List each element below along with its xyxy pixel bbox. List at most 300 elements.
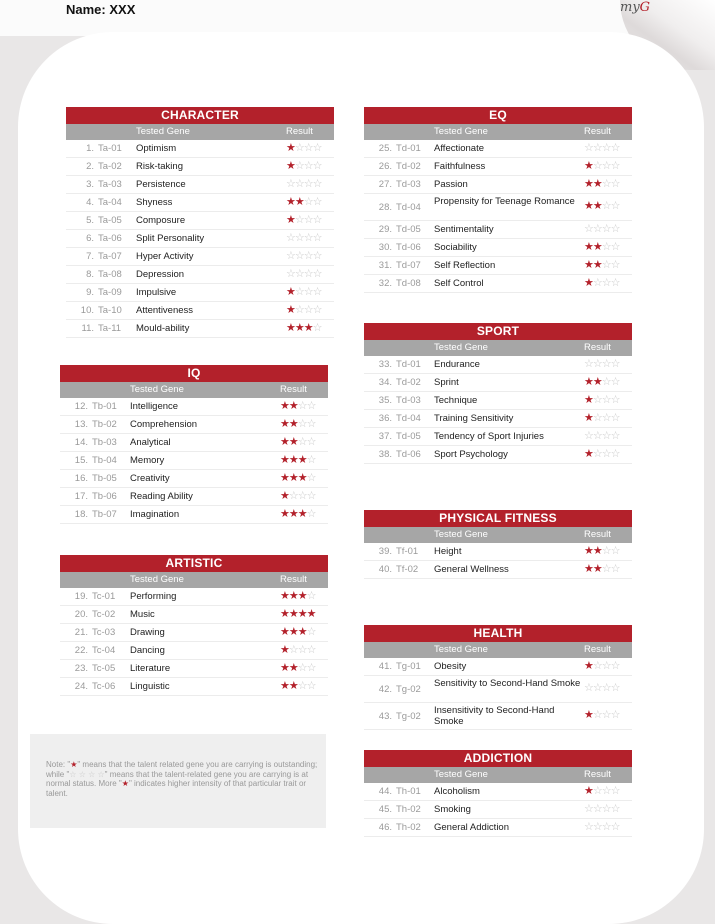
gene-code: Td-05 xyxy=(396,224,421,235)
row-number: 2. xyxy=(86,161,94,172)
gene-code: Ta-06 xyxy=(98,233,122,244)
table-row xyxy=(60,398,328,416)
star-empty-icon: ☆ xyxy=(601,545,611,557)
table-row xyxy=(364,275,632,293)
star-rating xyxy=(286,230,322,247)
star-empty-icon: ☆ xyxy=(601,803,611,815)
star-filled-icon: ★ xyxy=(286,160,295,172)
table-row xyxy=(364,374,632,392)
row-number: 26. xyxy=(378,161,392,172)
gene-code: Tb-04 xyxy=(92,455,117,466)
gene-name: Intelligence xyxy=(130,401,179,412)
gene-name: Obesity xyxy=(434,661,467,672)
star-empty-icon: ☆ xyxy=(601,394,611,406)
row-number: 8. xyxy=(86,269,94,280)
star-filled-icon: ★ xyxy=(288,608,298,620)
star-empty-icon: ☆ xyxy=(312,196,322,208)
star-filled-icon: ★ xyxy=(294,196,304,208)
star-filled-icon: ★ xyxy=(592,376,602,388)
table-row xyxy=(66,302,334,320)
gene-name: Passion xyxy=(434,179,468,190)
star-filled-icon: ★ xyxy=(584,448,593,460)
star-empty-icon: ☆ xyxy=(286,178,295,190)
star-empty-icon: ☆ xyxy=(601,223,611,235)
gene-code: Tg-01 xyxy=(396,661,421,672)
star-empty-icon: ☆ xyxy=(592,448,602,460)
star-rating xyxy=(584,801,620,818)
table-row xyxy=(60,624,328,642)
star-empty-icon: ☆ xyxy=(303,160,313,172)
star-empty-icon: ☆ xyxy=(584,821,593,833)
table-health xyxy=(364,625,632,730)
star-empty-icon: ☆ xyxy=(610,259,620,271)
top-bar xyxy=(0,0,715,36)
gene-code: Td-05 xyxy=(396,431,421,442)
star-empty-icon: ☆ xyxy=(610,142,620,154)
row-number: 1. xyxy=(86,143,94,154)
gene-name: Music xyxy=(130,609,155,620)
star-empty-icon: ☆ xyxy=(610,821,620,833)
star-filled-icon: ★ xyxy=(592,178,602,190)
star-filled-icon: ★ xyxy=(584,178,593,190)
gene-code: Tc-01 xyxy=(92,591,116,602)
table-row xyxy=(60,606,328,624)
star-filled-icon: ★ xyxy=(584,160,593,172)
star-filled-icon: ★ xyxy=(584,259,593,271)
star-empty-icon: ☆ xyxy=(601,660,611,672)
gene-name: Depression xyxy=(136,269,185,280)
table-row xyxy=(60,660,328,678)
star-empty-icon: ☆ xyxy=(306,590,316,602)
table-row xyxy=(60,416,328,434)
star-rating xyxy=(584,428,620,445)
star-empty-icon: ☆ xyxy=(601,160,611,172)
star-filled-icon: ★ xyxy=(286,322,295,334)
star-filled-icon: ★ xyxy=(584,545,593,557)
table-title: ARTISTIC xyxy=(60,555,328,572)
gene-name: Literature xyxy=(130,663,171,674)
star-empty-icon: ☆ xyxy=(610,160,620,172)
star-empty-icon: ☆ xyxy=(584,430,593,442)
gene-name: Impulsive xyxy=(136,287,177,298)
table-row xyxy=(364,446,632,464)
table-column-header xyxy=(60,572,328,588)
star-empty-icon: ☆ xyxy=(303,232,313,244)
star-filled-icon: ★ xyxy=(288,680,298,692)
gene-code: Ta-01 xyxy=(98,143,122,154)
star-empty-icon: ☆ xyxy=(312,304,322,316)
table-row xyxy=(364,783,632,801)
row-number: 27. xyxy=(378,179,392,190)
row-number: 11. xyxy=(81,323,94,334)
column-header-result: Result xyxy=(286,126,313,137)
star-empty-icon: ☆ xyxy=(610,785,620,797)
gene-code: Tb-01 xyxy=(92,401,117,412)
star-rating xyxy=(584,783,620,800)
gene-name: Optimism xyxy=(136,143,177,154)
star-empty-icon: ☆ xyxy=(592,277,602,289)
star-rating xyxy=(584,446,620,463)
gene-name: Endurance xyxy=(434,359,480,370)
star-empty-icon: ☆ xyxy=(294,232,304,244)
star-empty-icon: ☆ xyxy=(601,821,611,833)
star-empty-icon: ☆ xyxy=(601,200,611,212)
star-rating xyxy=(584,176,620,193)
gene-code: Tg-02 xyxy=(396,684,421,695)
gene-code: Td-01 xyxy=(396,143,421,154)
star-filled-icon: ★ xyxy=(297,590,307,602)
gene-name: Technique xyxy=(434,395,478,406)
star-empty-icon: ☆ xyxy=(601,376,611,388)
gene-name: Affectionate xyxy=(434,143,485,154)
gene-code: Ta-02 xyxy=(98,161,122,172)
row-number: 28. xyxy=(378,202,392,213)
gene-name: Self Reflection xyxy=(434,260,496,271)
star-empty-icon: ☆ xyxy=(610,563,620,575)
gene-code: Th-02 xyxy=(396,804,421,815)
star-rating xyxy=(286,212,322,229)
table-row xyxy=(66,248,334,266)
star-filled-icon: ★ xyxy=(286,142,295,154)
star-empty-icon: ☆ xyxy=(610,358,620,370)
gene-code: Tb-07 xyxy=(92,509,117,520)
table-column-header xyxy=(364,340,632,356)
star-rating xyxy=(280,642,316,659)
gene-code: Ta-10 xyxy=(98,305,122,316)
row-number: 46. xyxy=(378,822,392,833)
row-number: 32. xyxy=(378,278,392,289)
star-filled-icon: ★ xyxy=(288,454,298,466)
row-number: 12. xyxy=(74,401,88,412)
star-rating xyxy=(286,266,322,283)
star-empty-icon: ☆ xyxy=(312,322,322,334)
row-number: 34. xyxy=(378,377,392,388)
table-row xyxy=(66,266,334,284)
name-label: Name: XXX xyxy=(66,2,136,17)
table-row xyxy=(66,212,334,230)
row-number: 24. xyxy=(74,681,88,692)
star-rating xyxy=(584,239,620,256)
star-filled-icon: ★ xyxy=(280,508,289,520)
star-empty-icon: ☆ xyxy=(297,644,307,656)
star-empty-icon: ☆ xyxy=(601,142,611,154)
table-row xyxy=(60,434,328,452)
gene-name: Memory xyxy=(130,455,165,466)
star-empty-icon: ☆ xyxy=(592,160,602,172)
table-title: EQ xyxy=(364,107,632,124)
table-row xyxy=(364,428,632,446)
gene-name: Composure xyxy=(136,215,186,226)
table-row xyxy=(364,257,632,275)
table-column-header xyxy=(364,124,632,140)
table-column-header xyxy=(60,382,328,398)
gene-name: Self Control xyxy=(434,278,484,289)
star-empty-icon: ☆ xyxy=(312,268,322,280)
star-empty-icon: ☆ xyxy=(303,196,313,208)
table-row xyxy=(66,320,334,338)
table-row xyxy=(60,452,328,470)
table-row xyxy=(364,561,632,579)
gene-name: Split Personality xyxy=(136,233,205,244)
star-empty-icon: ☆ xyxy=(610,200,620,212)
column-header-result: Result xyxy=(584,126,611,137)
star-empty-icon: ☆ xyxy=(601,241,611,253)
star-rating xyxy=(584,707,620,724)
star-empty-icon: ☆ xyxy=(297,680,307,692)
star-filled-icon: ★ xyxy=(584,412,593,424)
gene-code: Tc-06 xyxy=(92,681,116,692)
star-filled-icon: ★ xyxy=(288,508,298,520)
star-rating xyxy=(280,678,316,695)
star-empty-icon: ☆ xyxy=(303,268,313,280)
gene-name: Drawing xyxy=(130,627,165,638)
star-empty-icon: ☆ xyxy=(306,418,316,430)
gene-name: Mould-ability xyxy=(136,323,190,334)
star-empty-icon: ☆ xyxy=(306,662,316,674)
gene-name: Tendency of Sport Injuries xyxy=(434,431,544,442)
table-row xyxy=(364,194,632,221)
star-empty-icon: ☆ xyxy=(312,178,322,190)
star-empty-icon: ☆ xyxy=(306,454,316,466)
star-filled-icon: ★ xyxy=(286,286,295,298)
star-empty-icon: ☆ xyxy=(584,223,593,235)
table-row xyxy=(364,658,632,676)
row-number: 3. xyxy=(86,179,94,190)
table-column-header xyxy=(364,767,632,783)
star-filled-icon: ★ xyxy=(280,400,289,412)
star-empty-icon: ☆ xyxy=(286,268,295,280)
gene-code: Tc-02 xyxy=(92,609,116,620)
star-rating xyxy=(286,284,322,301)
star-empty-icon: ☆ xyxy=(601,563,611,575)
row-number: 41. xyxy=(378,661,392,672)
star-empty-icon: ☆ xyxy=(312,232,322,244)
row-number: 30. xyxy=(378,242,392,253)
table-row xyxy=(364,819,632,837)
row-number: 35. xyxy=(378,395,392,406)
column-header-gene: Tested Gene xyxy=(434,769,488,780)
table-row xyxy=(364,703,632,730)
star-filled-icon: ★ xyxy=(297,608,307,620)
star-filled-icon: ★ xyxy=(288,626,298,638)
star-empty-icon: ☆ xyxy=(584,358,593,370)
table-row xyxy=(60,470,328,488)
star-rating xyxy=(584,561,620,578)
column-header-result: Result xyxy=(584,529,611,540)
star-filled-icon: ★ xyxy=(584,241,593,253)
star-empty-icon: ☆ xyxy=(610,394,620,406)
empty-stars-icon: ☆ ☆ ☆ ☆ xyxy=(69,769,105,779)
gene-name: Comprehension xyxy=(130,419,198,430)
table-column-header xyxy=(364,642,632,658)
gene-code: Td-01 xyxy=(396,359,421,370)
table-row xyxy=(364,392,632,410)
star-empty-icon: ☆ xyxy=(601,259,611,271)
star-empty-icon: ☆ xyxy=(601,709,611,721)
star-rating xyxy=(584,543,620,560)
star-rating xyxy=(280,606,316,623)
gene-name: Performing xyxy=(130,591,177,602)
star-rating xyxy=(286,248,322,265)
row-number: 42. xyxy=(378,684,392,695)
star-empty-icon: ☆ xyxy=(592,412,602,424)
star-empty-icon: ☆ xyxy=(592,709,602,721)
table-artistic xyxy=(60,555,328,696)
filled-star-icon: ★ xyxy=(70,760,78,769)
table-row xyxy=(60,588,328,606)
star-empty-icon: ☆ xyxy=(601,412,611,424)
star-filled-icon: ★ xyxy=(286,196,295,208)
gene-name: Persistence xyxy=(136,179,186,190)
gene-code: Th-01 xyxy=(396,786,421,797)
table-row xyxy=(60,506,328,524)
gene-code: Tf-02 xyxy=(396,564,419,575)
row-number: 16. xyxy=(74,473,88,484)
star-empty-icon: ☆ xyxy=(610,545,620,557)
star-empty-icon: ☆ xyxy=(294,178,304,190)
star-empty-icon: ☆ xyxy=(601,430,611,442)
table-character xyxy=(66,107,334,338)
gene-name: Imagination xyxy=(130,509,180,520)
row-number: 21. xyxy=(74,627,88,638)
star-empty-icon: ☆ xyxy=(610,277,620,289)
star-empty-icon: ☆ xyxy=(601,277,611,289)
star-empty-icon: ☆ xyxy=(592,394,602,406)
star-empty-icon: ☆ xyxy=(601,448,611,460)
table-row xyxy=(364,410,632,428)
star-filled-icon: ★ xyxy=(297,508,307,520)
star-filled-icon: ★ xyxy=(584,660,593,672)
star-empty-icon: ☆ xyxy=(610,803,620,815)
star-empty-icon: ☆ xyxy=(297,418,307,430)
star-rating xyxy=(584,275,620,292)
star-empty-icon: ☆ xyxy=(610,430,620,442)
column-header-gene: Tested Gene xyxy=(434,644,488,655)
star-empty-icon: ☆ xyxy=(610,241,620,253)
column-header-gene: Tested Gene xyxy=(130,384,184,395)
gene-code: Td-04 xyxy=(396,202,421,213)
star-filled-icon: ★ xyxy=(584,785,593,797)
star-rating xyxy=(280,470,316,487)
table-column-header xyxy=(364,527,632,543)
row-number: 10. xyxy=(80,305,94,316)
star-rating xyxy=(286,194,322,211)
gene-name: Smoking xyxy=(434,804,471,815)
star-empty-icon: ☆ xyxy=(306,400,316,412)
table-row xyxy=(66,284,334,302)
star-empty-icon: ☆ xyxy=(312,214,322,226)
table-row xyxy=(364,801,632,819)
star-rating xyxy=(584,410,620,427)
gene-code: Tb-03 xyxy=(92,437,117,448)
star-empty-icon: ☆ xyxy=(601,785,611,797)
row-number: 38. xyxy=(378,449,392,460)
star-filled-icon: ★ xyxy=(286,304,295,316)
star-rating xyxy=(280,452,316,469)
star-empty-icon: ☆ xyxy=(297,490,307,502)
gene-name: Hyper Activity xyxy=(136,251,194,262)
star-empty-icon: ☆ xyxy=(306,508,316,520)
star-empty-icon: ☆ xyxy=(303,142,313,154)
table-addiction xyxy=(364,750,632,837)
star-rating xyxy=(280,398,316,415)
star-empty-icon: ☆ xyxy=(294,142,304,154)
row-number: 25. xyxy=(378,143,392,154)
star-rating xyxy=(280,434,316,451)
table-sport xyxy=(364,323,632,464)
row-number: 23. xyxy=(74,663,88,674)
star-rating xyxy=(584,392,620,409)
gene-name: Analytical xyxy=(130,437,171,448)
star-filled-icon: ★ xyxy=(288,590,298,602)
star-empty-icon: ☆ xyxy=(294,304,304,316)
gene-name: Dancing xyxy=(130,645,165,656)
table-row xyxy=(364,176,632,194)
row-number: 4. xyxy=(86,197,94,208)
star-filled-icon: ★ xyxy=(306,608,316,620)
row-number: 7. xyxy=(86,251,94,262)
table-title: CHARACTER xyxy=(66,107,334,124)
gene-name: Sensitivity to Second-Hand Smoke xyxy=(434,678,581,689)
gene-name: Shyness xyxy=(136,197,173,208)
gene-name: Propensity for Teenage Romance xyxy=(434,196,575,207)
star-empty-icon: ☆ xyxy=(306,626,316,638)
star-empty-icon: ☆ xyxy=(592,785,602,797)
star-rating xyxy=(286,302,322,319)
star-empty-icon: ☆ xyxy=(303,178,313,190)
star-empty-icon: ☆ xyxy=(592,682,602,694)
gene-name: General Wellness xyxy=(434,564,509,575)
star-empty-icon: ☆ xyxy=(312,142,322,154)
star-empty-icon: ☆ xyxy=(592,660,602,672)
star-empty-icon: ☆ xyxy=(294,286,304,298)
table-row xyxy=(364,676,632,703)
gene-name: Sociability xyxy=(434,242,477,253)
row-number: 14. xyxy=(74,437,88,448)
gene-name: Reading Ability xyxy=(130,491,193,502)
table-row xyxy=(60,678,328,696)
gene-code: Tb-02 xyxy=(92,419,117,430)
gene-code: Ta-11 xyxy=(98,323,122,334)
row-number: 44. xyxy=(378,786,392,797)
star-filled-icon: ★ xyxy=(592,200,602,212)
row-number: 29. xyxy=(378,224,392,235)
gene-code: Td-03 xyxy=(396,179,421,190)
star-empty-icon: ☆ xyxy=(312,160,322,172)
star-empty-icon: ☆ xyxy=(297,436,307,448)
legend-note-text: Note: "★" means that the talent related gene you are carrying is outstanding; while "☆ ☆ ☆ ☆" means that the talent-related gene you are carrying is at normal status. More "★" indicates higher intensity of that particular trait or talent. xyxy=(46,760,318,798)
gene-name: Attentiveness xyxy=(136,305,194,316)
star-empty-icon: ☆ xyxy=(303,214,313,226)
star-filled-icon: ★ xyxy=(286,214,295,226)
column-header-result: Result xyxy=(584,342,611,353)
gene-name: General Addiction xyxy=(434,822,509,833)
row-number: 13. xyxy=(74,419,88,430)
star-empty-icon: ☆ xyxy=(610,376,620,388)
table-title: SPORT xyxy=(364,323,632,340)
star-rating xyxy=(280,506,316,523)
star-empty-icon: ☆ xyxy=(592,142,602,154)
star-empty-icon: ☆ xyxy=(601,358,611,370)
star-rating xyxy=(584,221,620,238)
star-empty-icon: ☆ xyxy=(286,232,295,244)
star-filled-icon: ★ xyxy=(280,472,289,484)
star-rating xyxy=(286,158,322,175)
star-rating xyxy=(584,356,620,373)
star-rating xyxy=(286,176,322,193)
star-rating xyxy=(584,198,620,215)
gene-code: Th-02 xyxy=(396,822,421,833)
